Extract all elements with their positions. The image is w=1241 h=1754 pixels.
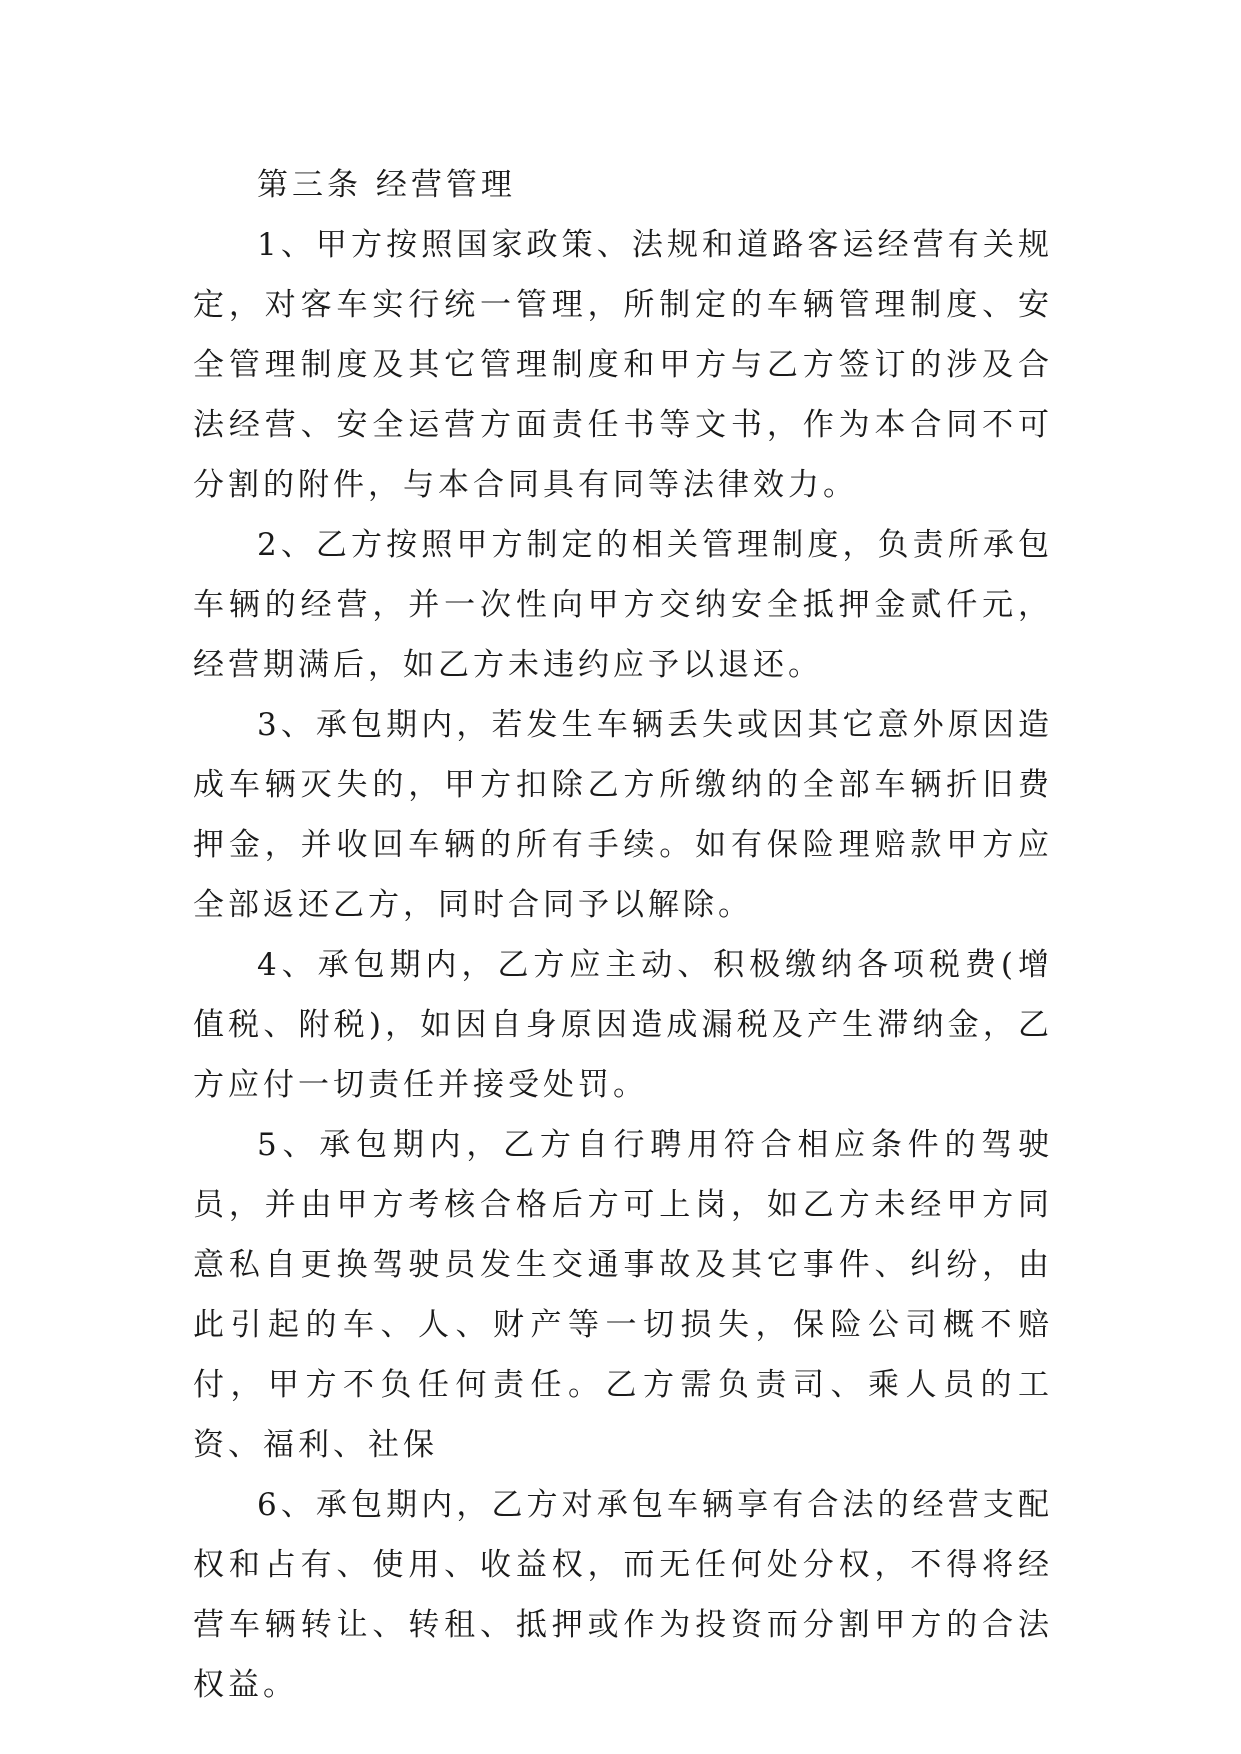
- paragraph-6: 6、承包期内，乙方对承包车辆享有合法的经营支配权和占有、使用、收益权，而无任何处分权，不得将经营车辆转让、转租、抵押或作为投资而分割甲方的合法权益。: [193, 1487, 1053, 1703]
- document-body: [193, 155, 1053, 1715]
- paragraph-4: 4、承包期内，乙方应主动、积极缴纳各项税费(增值税、附税)，如因自身原因造成漏税及产生滞纳金，乙方应付一切责任并接受处罚。: [193, 947, 1053, 1103]
- paragraph-3: 3、承包期内，若发生车辆丢失或因其它意外原因造成车辆灭失的，甲方扣除乙方所缴纳的全部车辆折旧费押金，并收回车辆的所有手续。如有保险理赔款甲方应全部返还乙方，同时合同予以解除。: [193, 707, 1053, 923]
- paragraph-2: 2、乙方按照甲方制定的相关管理制度，负责所承包车辆的经营，并一次性向甲方交纳安全抵押金贰仟元，经营期满后，如乙方未违约应予以退还。: [193, 527, 1053, 683]
- paragraph-5: 5、承包期内，乙方自行聘用符合相应条件的驾驶员，并由甲方考核合格后方可上岗，如乙方未经甲方同意私自更换驾驶员发生交通事故及其它事件、纠纷，由此引起的车、人、财产等一切损失，保险公司概不赔付，甲方不负任何责任。乙方需负责司、乘人员的工资、福利、社保: [193, 1127, 1053, 1463]
- section-heading: 第三条 经营管理: [257, 167, 516, 203]
- paragraph-1: 1、甲方按照国家政策、法规和道路客运经营有关规定，对客车实行统一管理，所制定的车辆管理制度、安全管理制度及其它管理制度和甲方与乙方签订的涉及合法经营、安全运营方面责任书等文书，作为本合同不可分割的附件，与本合同具有同等法律效力。: [193, 227, 1053, 503]
